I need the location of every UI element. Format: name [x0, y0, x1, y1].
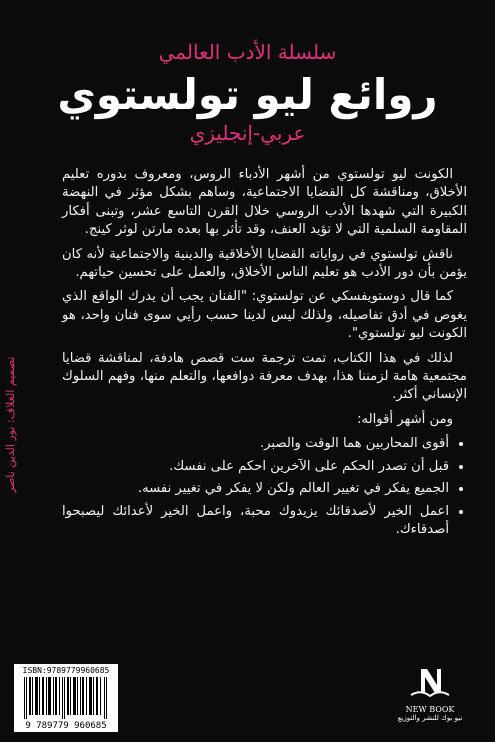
book-subtitle: عربي-إنجليزي	[189, 121, 306, 145]
quotes-list	[62, 435, 467, 539]
blurb-paragraph: ناقش تولستوي في رواياته القضايا الأخلاقية والدينية والاجتماعية لأنه كان يؤمن بأن دور الأدب هو تعليم الناس الأخلاق، والعمل على تحسين حياتهم.	[62, 246, 467, 281]
book-logo-icon	[407, 665, 453, 701]
quotes-heading: ومن أشهر أقواله:	[357, 411, 453, 427]
blurb-paragraph: الكونت ليو تولستوي من أشهر الأدباء الروس، ومعروف بدوره تعليم الأخلاق، ومناقشة كل القضايا الاجتماعية، وساهم بشكل مؤثر في النهضة الكبيرة التي شهدها الأدب الروسي خلال القرن التاسع عشر، وتبنى أفكار المقاومة السلمية التي لا تؤيد العنف، وقد تأثر بها بعده مارتن لوثر كينج.	[62, 167, 467, 238]
barcode-bars-icon	[24, 677, 108, 719]
isbn-label: ISBN:9789779960685	[22, 666, 110, 675]
book-title: روائع ليو تولستوي	[57, 70, 438, 119]
blurb-paragraph: كما قال دوستويفسكي عن تولستوي: "الفنان يجب أن يدرك الواقع الذي يغوص في أدق تفاصيله، ولذلك ليس لدينا حسب رأيي سوى فنان واحد، هو الكونت ليو تولستوي".	[62, 289, 467, 342]
publisher-subtitle: نيو بوك للنشر والتوزيع	[397, 714, 463, 722]
quote-item: • الجميع يفكر في تغيير العالم ولكن لا يفكر في تغيير نفسه.	[62, 480, 449, 498]
publisher-name: NEW BOOK	[405, 705, 455, 714]
isbn-digits: 9 789779 960685	[25, 721, 107, 731]
blurb-paragraph: لذلك في هذا الكتاب، تمت ترجمة ست قصص هادفة، لمناقشة قضايا مجتمعية هامة لزمننا هذا، بهدف معرفة دوافعها، والتعلم منها، وفهم السلوك الإنساني أكثر.	[62, 350, 467, 403]
quote-item: • اعمل الخير لأصدقائك يزيدوك محبة، واعمل الخير لأعدائك ليصبحوا أصدقاءك.	[62, 503, 449, 540]
quote-item: • قبل أن تصدر الحكم على الآخرين احكم على نفسك.	[62, 458, 449, 476]
blurb	[62, 166, 467, 543]
cover-design-credit: تصميم الغلاف: نور الدين ناصر	[4, 356, 17, 494]
series-name: سلسلة الأدب العالمي	[158, 40, 337, 64]
publisher-logo	[395, 665, 465, 722]
barcode	[14, 664, 118, 732]
quote-item: • أقوى المحاربين هما الوقت والصبر.	[62, 435, 449, 453]
